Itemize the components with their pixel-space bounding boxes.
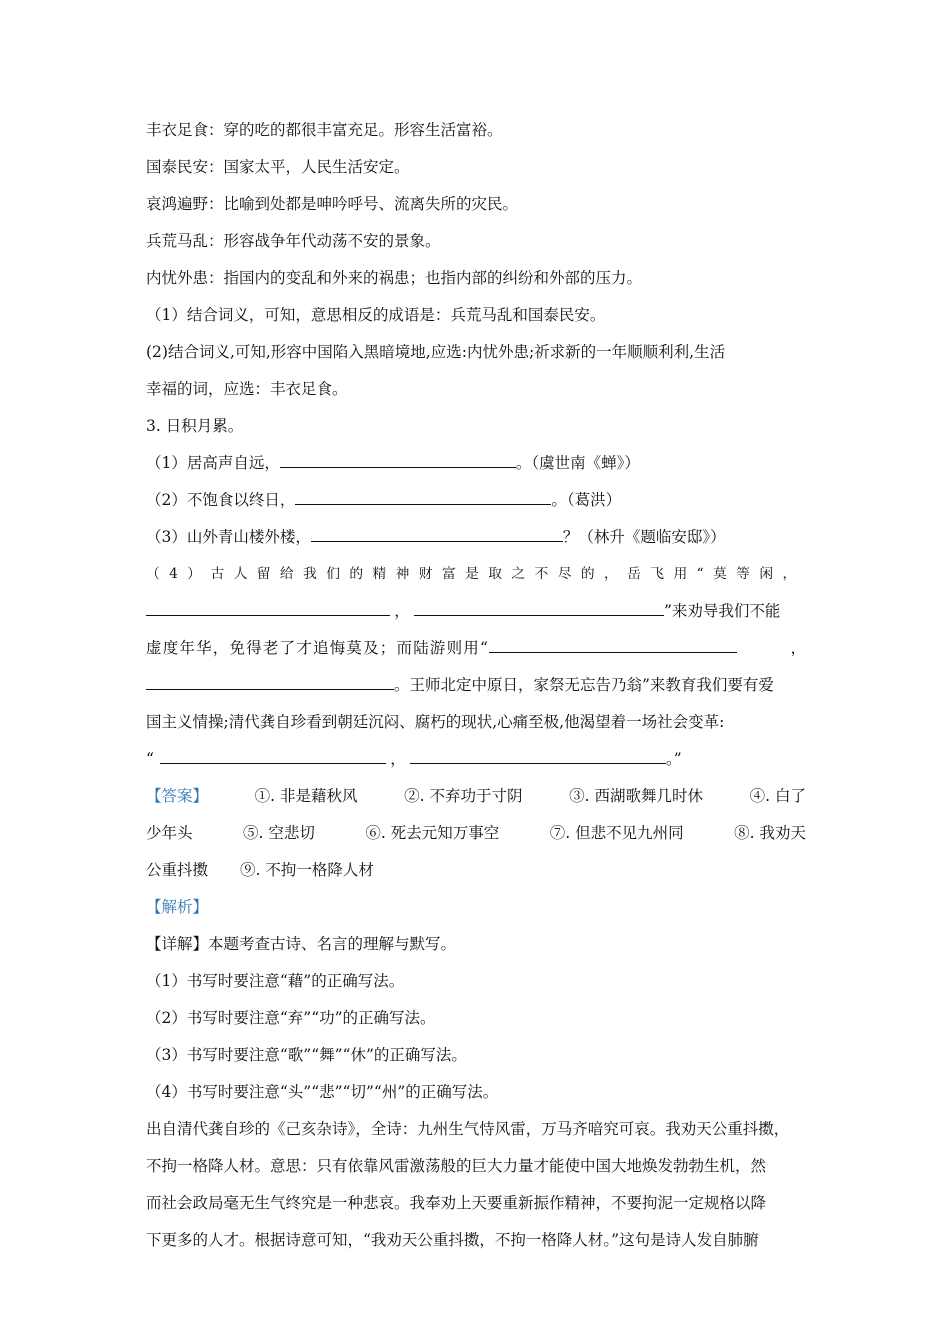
question-title: 3. 日积月累。 <box>146 417 244 435</box>
question-item-4-line5: 国主义情操;清代龚自珍看到朝廷沉闷、腐朽的现状,心痛至极,他渴望着一场社会变革: <box>146 713 725 731</box>
answer-item: ②. 不弃功于寸阴 <box>404 787 523 805</box>
answer-item: ①. 非是藉秋风 <box>254 787 358 805</box>
definition-line: 哀鸿遍野：比喻到处都是呻吟呼号、流离失所的灾民。 <box>146 195 519 213</box>
definition-line: 丰衣足食：穿的吃的都很丰富充足。形容生活富裕。 <box>146 121 503 139</box>
answer-line-1 <box>146 778 806 815</box>
question-item-3 <box>146 519 806 556</box>
answer-item: ④. 白了 <box>749 787 806 805</box>
q3-prefix: （3）山外青山楼外楼， <box>146 528 311 546</box>
definition-line: 国泰民安：国家太平，人民生活安定。 <box>146 158 410 176</box>
answer-blank <box>410 743 666 764</box>
answer-label: 【答案】 <box>146 787 209 805</box>
answer-blank <box>146 669 394 690</box>
q4-line2-suffix: ”来劝导我们不能 <box>664 602 781 620</box>
q2-suffix: 。（葛洪） <box>551 491 622 509</box>
answer-blank <box>311 521 563 542</box>
answer-explanation-2a: (2)结合词义,可知,形容中国陷入黑暗境地,应选:内忧外患;祈求新的一年顺顺利利,生活 <box>146 343 726 361</box>
q4-open-quote: “ <box>146 750 154 768</box>
q4-line3-suffix: ， <box>790 639 806 657</box>
answer-blank <box>280 447 516 468</box>
analysis-paragraph-line: 不拘一格降人材。意思：只有依靠风雷激荡般的巨大力量才能使中国大地焕发勃勃生机，然 <box>146 1157 767 1175</box>
question-item-2 <box>146 482 806 519</box>
answer-item: ⑦. 但悲不见九州同 <box>549 824 684 842</box>
answer-item: ⑥. 死去元知万事空 <box>365 824 500 842</box>
analysis-note-1: （1）书写时要注意“藉”的正确写法。 <box>146 972 405 990</box>
answer-item: ③. 西湖歌舞几时休 <box>569 787 703 805</box>
analysis-note-4: （4）书写时要注意“头”“悲”“切”“州”的正确写法。 <box>146 1083 499 1101</box>
answer-blank <box>414 595 664 616</box>
analysis-paragraph-line: 下更多的人才。根据诗意可知，“我劝天公重抖擞，不拘一格降人材。”这句是诗人发自肺腑 <box>146 1231 759 1249</box>
question-item-4-line2 <box>146 593 806 630</box>
q4-line6-suffix: 。” <box>666 750 682 768</box>
answer-explanation-2b: 幸福的词，应选：丰衣足食。 <box>146 380 348 398</box>
question-item-1 <box>146 445 806 482</box>
question-item-4-line4 <box>146 667 806 704</box>
q1-prefix: （1）居高声自远， <box>146 454 280 472</box>
document-page <box>146 112 806 1259</box>
answer-line-3 <box>146 852 806 889</box>
answer-item: 公重抖擞 <box>146 861 209 879</box>
q3-suffix: ？（林升《题临安邸》） <box>562 528 726 546</box>
definition-line: 兵荒马乱：形容战争年代动荡不安的景象。 <box>146 232 441 250</box>
q4-line4-suffix: 。王师北定中原日，家祭无忘告乃翁”来教育我们要有爱 <box>394 676 774 694</box>
analysis-note-2: （2）书写时要注意“弃”“功”的正确写法。 <box>146 1009 436 1027</box>
q1-suffix: 。（虞世南《蝉》） <box>515 454 640 472</box>
q4-comma: ， <box>394 602 410 620</box>
answer-item: ⑤. 空悲切 <box>243 824 315 842</box>
q4-line6-comma: ， <box>390 750 406 768</box>
question-item-4-line1: （4）古人留给我们的精神财富是取之不尽的，岳飞用“莫等闲， <box>146 566 806 582</box>
question-item-4-line3 <box>146 630 806 667</box>
question-item-4-line6 <box>146 741 806 778</box>
answer-blank <box>146 595 390 616</box>
answer-blank <box>489 632 737 653</box>
answer-item: 少年头 <box>146 824 193 842</box>
q2-prefix: （2）不饱食以终日， <box>146 491 296 509</box>
analysis-paragraph-line: 而社会政局毫无生气终究是一种悲哀。我奉劝上天要重新振作精神，不要拘泥一定规格以降 <box>146 1194 767 1212</box>
definition-line: 内忧外患：指国内的变乱和外来的祸患；也指内部的纠纷和外部的压力。 <box>146 269 643 287</box>
answer-explanation-1: （1）结合词义，可知，意思相反的成语是：兵荒马乱和国泰民安。 <box>146 306 606 324</box>
answer-item: ⑨. 不拘一格降人材 <box>240 861 374 879</box>
answer-blank <box>295 484 551 505</box>
answer-blank <box>160 743 386 764</box>
analysis-note-3: （3）书写时要注意“歌”“舞”“休”的正确写法。 <box>146 1046 467 1064</box>
answer-item: ⑧. 我劝天 <box>734 824 806 842</box>
analysis-detail: 【详解】本题考查古诗、名言的理解与默写。 <box>146 935 457 953</box>
analysis-paragraph-line: 出自清代龚自珍的《己亥杂诗》，全诗：九州生气恃风雷，万马齐喑究可哀。我劝天公重抖擞， <box>146 1120 790 1138</box>
answer-line-2 <box>146 815 806 852</box>
analysis-label: 【解析】 <box>146 898 209 916</box>
q4-line3-prefix: 虚度年华，免得老了才追悔莫及；而陆游则用“ <box>146 639 490 657</box>
